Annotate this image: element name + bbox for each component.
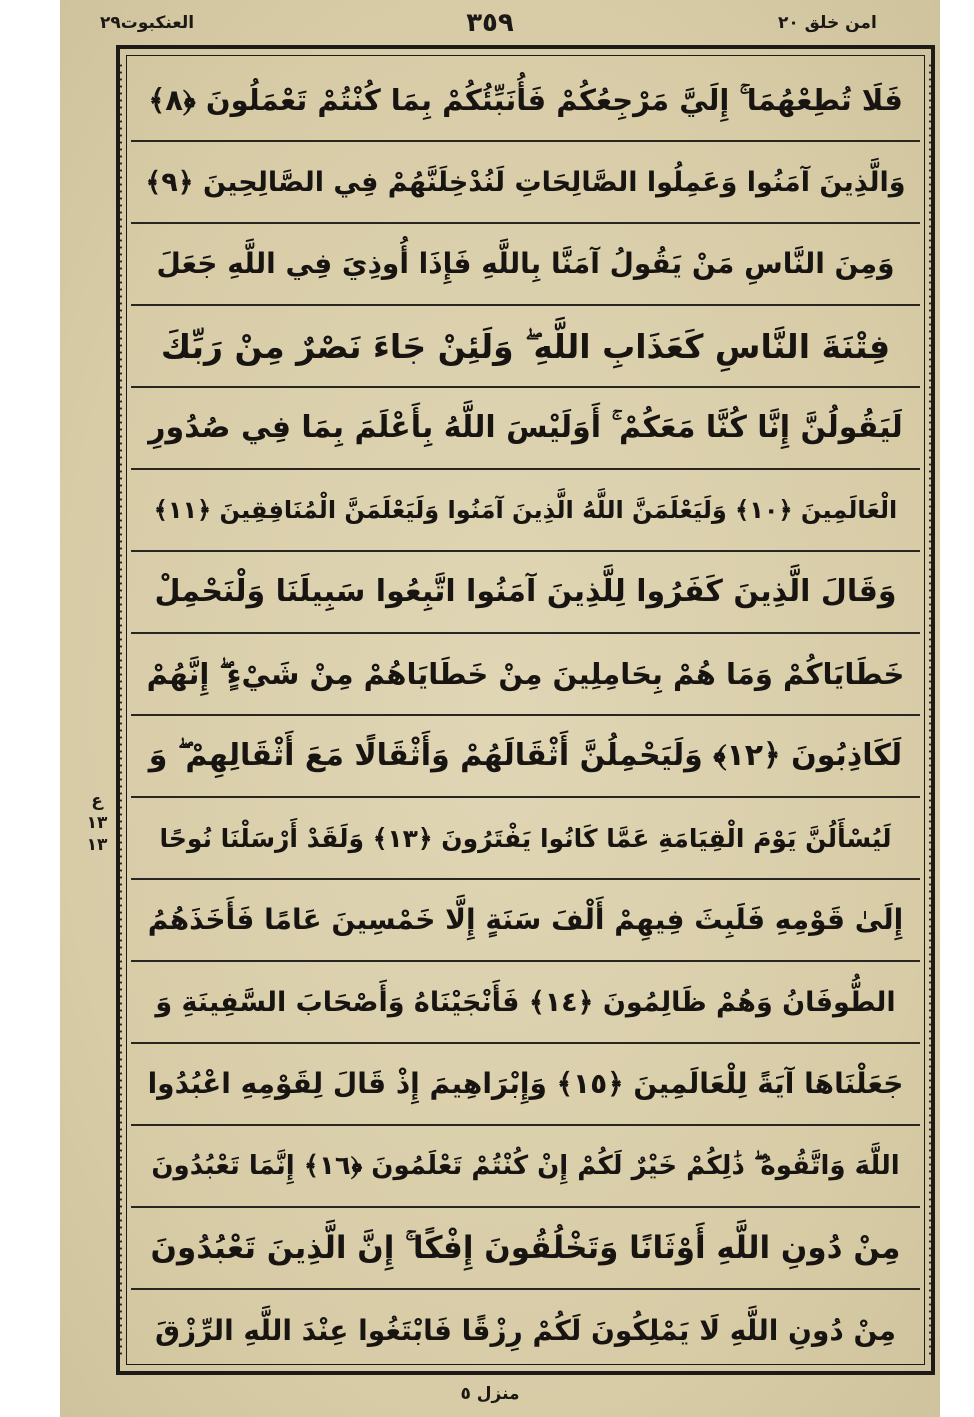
verse-line [131, 716, 920, 798]
verse-line [131, 306, 920, 388]
verse-line [131, 1208, 920, 1290]
verse-line [131, 552, 920, 634]
verse-text: لَيَقُولُنَّ إِنَّا كُنَّا مَعَكُمْ ۚ أَوَلَيْسَ اللَّهُ بِأَعْلَمَ بِمَا فِي صُدُورِ [148, 410, 903, 445]
ruku-margin-mark: ع ١٣ ١٣ [86, 791, 108, 855]
verse-line [131, 388, 920, 470]
surah-name-header: العنكبوت٢٩ [100, 13, 195, 33]
verse-text: فِتْنَةَ النَّاسِ كَعَذَابِ اللَّهِ ۖ وَلَئِنْ جَاءَ نَصْرٌ مِنْ رَبِّكَ [160, 326, 891, 366]
verse-text: لَيُسْأَلُنَّ يَوْمَ الْقِيَامَةِ عَمَّا كَانُوا يَفْتَرُونَ ﴿١٣﴾ وَلَقَدْ أَرْسَلْنَا نُوحًا [159, 823, 892, 853]
verse-line [131, 470, 920, 552]
verse-text: مِنْ دُونِ اللَّهِ أَوْثَانًا وَتَخْلُقُونَ إِفْكًا ۚ إِنَّ الَّذِينَ تَعْبُدُونَ [150, 1229, 901, 1266]
para-name-header: امن خلق ٢٠ [778, 13, 877, 33]
verse-text: اللَّهَ وَاتَّقُوهُ ۖ ذَٰلِكُمْ خَيْرٌ لَكُمْ إِنْ كُنْتُمْ تَعْلَمُونَ ﴿١٦﴾ إِنَّمَا تَعْبُدُونَ [151, 1151, 900, 1181]
verse-line [131, 634, 920, 716]
verse-text: وَقَالَ الَّذِينَ كَفَرُوا لِلَّذِينَ آمَنُوا اتَّبِعُوا سَبِيلَنَا وَلْنَحْمِلْ [154, 574, 897, 609]
verse-line [131, 1290, 920, 1372]
verse-text: وَالَّذِينَ آمَنُوا وَعَمِلُوا الصَّالِحَاتِ لَنُدْخِلَنَّهُمْ فِي الصَّالِحِينَ ﴿٩﴾ [145, 166, 906, 198]
verse-lines [131, 60, 920, 1372]
verse-line [131, 224, 920, 306]
verse-text: لَكَاذِبُونَ ﴿١٢﴾ وَلَيَحْمِلُنَّ أَثْقَالَهُمْ وَأَثْقَالًا مَعَ أَثْقَالِهِمْ ۖ وَ [148, 738, 903, 773]
page-number: ٣٥٩ [466, 8, 514, 38]
verse-text: الطُّوفَانُ وَهُمْ ظَالِمُونَ ﴿١٤﴾ فَأَنْجَيْنَاهُ وَأَصْحَابَ السَّفِينَةِ وَ [155, 986, 896, 1018]
verse-text: فَلَا تُطِعْهُمَا ۚ إِلَيَّ مَرْجِعُكُمْ فَأُنَبِّئُكُمْ بِمَا كُنْتُمْ تَعْمَلُونَ ﴿٨﴾ [148, 82, 903, 117]
verse-line [131, 60, 920, 142]
border-ornament-right [929, 62, 931, 1358]
verse-text: إِلَىٰ قَوْمِهِ فَلَبِثَ فِيهِمْ أَلْفَ سَنَةٍ إِلَّا خَمْسِينَ عَامًا فَأَخَذَهُمُ [147, 903, 904, 936]
border-ornament-left [120, 62, 122, 1358]
verse-line [131, 880, 920, 962]
verse-text: وَمِنَ النَّاسِ مَنْ يَقُولُ آمَنَّا بِاللَّهِ فَإِذَا أُوذِيَ فِي اللَّهِ جَعَلَ [156, 247, 895, 280]
verse-line [131, 1044, 920, 1126]
verse-line [131, 1126, 920, 1208]
verse-text: مِنْ دُونِ اللَّهِ لَا يَمْلِكُونَ لَكُمْ رِزْقًا فَابْتَغُوا عِنْدَ اللَّهِ الرِّزْقَ [154, 1314, 897, 1347]
verse-line [131, 798, 920, 880]
verse-text: جَعَلْنَاهَا آيَةً لِلْعَالَمِينَ ﴿١٥﴾ وَإِبْرَاهِيمَ إِذْ قَالَ لِقَوْمِهِ اعْبُدُوا [147, 1067, 904, 1100]
verse-text: الْعَالَمِينَ ﴿١٠﴾ وَلَيَعْلَمَنَّ اللَّهُ الَّذِينَ آمَنُوا وَلَيَعْلَمَنَّ الْمُنَافِقِينَ ﴿١١﴾ [153, 496, 898, 524]
manzil-footer: منزل ٥ [460, 1384, 520, 1404]
verse-line [131, 962, 920, 1044]
verse-line [131, 142, 920, 224]
verse-text: خَطَايَاكُمْ وَمَا هُمْ بِحَامِلِينَ مِنْ خَطَايَاهُمْ مِنْ شَيْءٍ ۖ إِنَّهُمْ [146, 656, 905, 691]
